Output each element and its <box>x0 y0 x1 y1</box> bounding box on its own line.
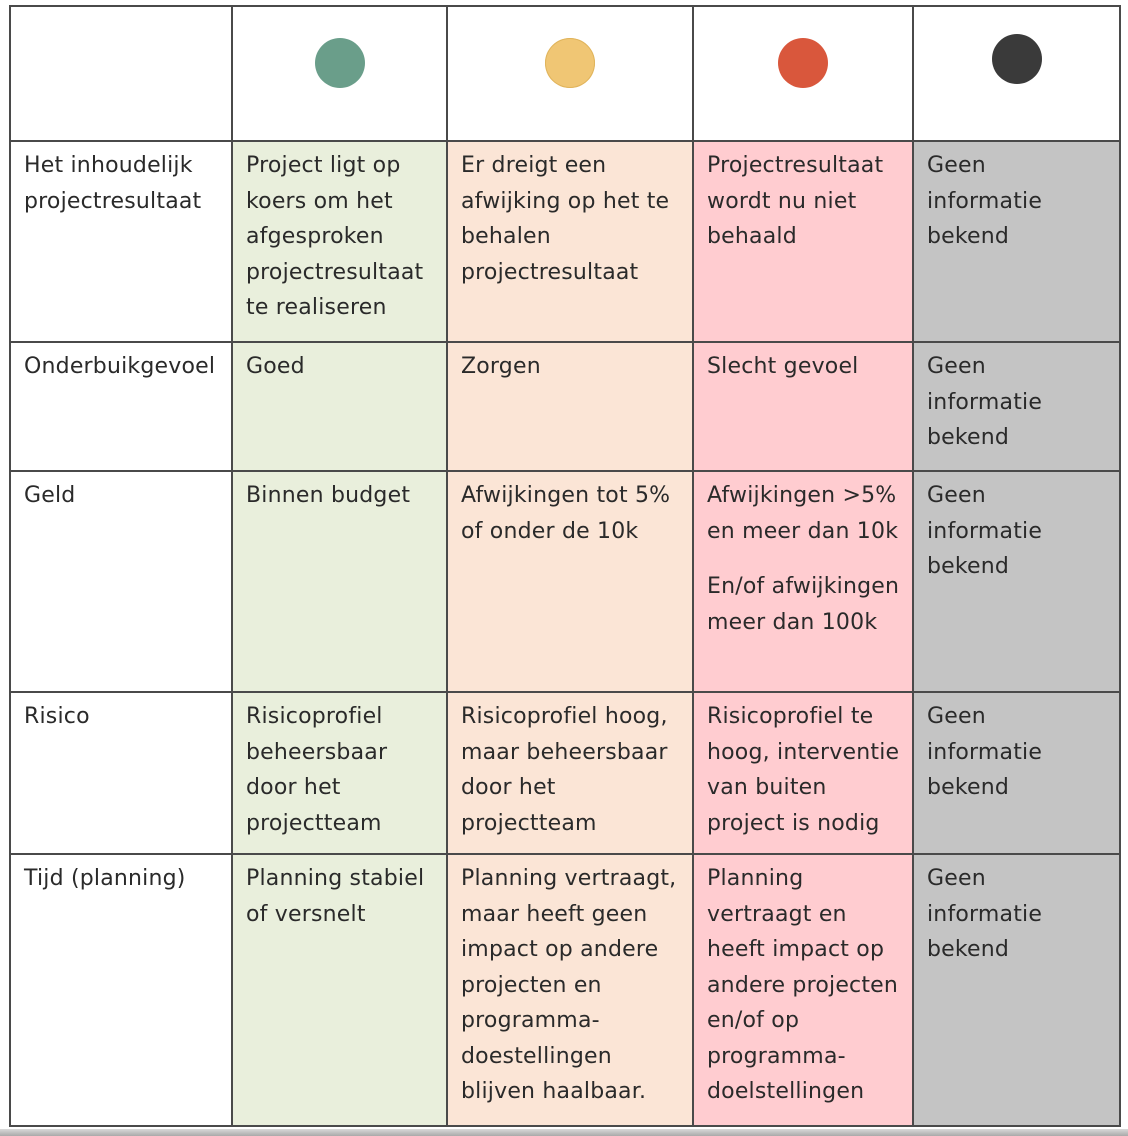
red-cell: Slecht gevoel <box>693 342 913 471</box>
row-label: Geld <box>10 471 232 692</box>
row-label: Tijd (planning) <box>10 854 232 1126</box>
header-red <box>693 6 913 141</box>
table-row <box>10 141 1120 342</box>
table-row <box>10 854 1120 1126</box>
green-cell: Risicoprofiel beheersbaar door het projectteam <box>232 692 447 854</box>
header-empty-cell <box>10 6 232 141</box>
grey-cell: Geen informatie bekend <box>913 342 1120 471</box>
row-label: Het inhoudelijk projectresultaat <box>10 141 232 342</box>
header-black <box>913 6 1120 141</box>
red-cell: Projectresultaat wordt nu niet behaald <box>693 141 913 342</box>
green-cell: Project ligt op koers om het afgesproken projectresultaat te realiseren <box>232 141 447 342</box>
green-cell: Planning stabiel of versnelt <box>232 854 447 1126</box>
status-criteria-table <box>9 5 1121 1127</box>
red-cell: Planning vertraagt en heeft impact op andere projecten en/of op programma-doelstellingen <box>693 854 913 1126</box>
row-label: Risico <box>10 692 232 854</box>
amber-status-dot-icon <box>545 38 595 88</box>
table-row <box>10 471 1120 692</box>
row-label: Onderbuikgevoel <box>10 342 232 471</box>
red-cell: Risicoprofiel te hoog, interventie van buiten project is nodig <box>693 692 913 854</box>
red-cell-paragraph-extra: En/of afwijkingen meer dan 100k <box>707 574 900 635</box>
amber-cell: Planning vertraagt, maar heeft geen impact op andere projecten en programma-doestellingen blijven haalbaar. <box>447 854 693 1126</box>
green-cell: Binnen budget <box>232 471 447 692</box>
red-cell <box>693 471 913 692</box>
grey-cell: Geen informatie bekend <box>913 141 1120 342</box>
table-row <box>10 692 1120 854</box>
window-bottom-edge <box>0 1129 1128 1136</box>
header-amber <box>447 6 693 141</box>
amber-cell: Er dreigt een afwijking op het te behalen projectresultaat <box>447 141 693 342</box>
grey-cell: Geen informatie bekend <box>913 471 1120 692</box>
amber-cell: Risicoprofiel hoog, maar beheersbaar door het projectteam <box>447 692 693 854</box>
header-row <box>10 6 1120 141</box>
red-cell-paragraph: Afwijkingen >5% en meer dan 10k <box>707 483 899 544</box>
amber-cell: Zorgen <box>447 342 693 471</box>
grey-cell: Geen informatie bekend <box>913 854 1120 1126</box>
red-status-dot-icon <box>778 38 828 88</box>
grey-cell: Geen informatie bekend <box>913 692 1120 854</box>
green-cell: Goed <box>232 342 447 471</box>
black-status-dot-icon <box>992 34 1042 84</box>
header-green <box>232 6 447 141</box>
table-row <box>10 342 1120 471</box>
amber-cell: Afwijkingen tot 5% of onder de 10k <box>447 471 693 692</box>
green-status-dot-icon <box>315 38 365 88</box>
